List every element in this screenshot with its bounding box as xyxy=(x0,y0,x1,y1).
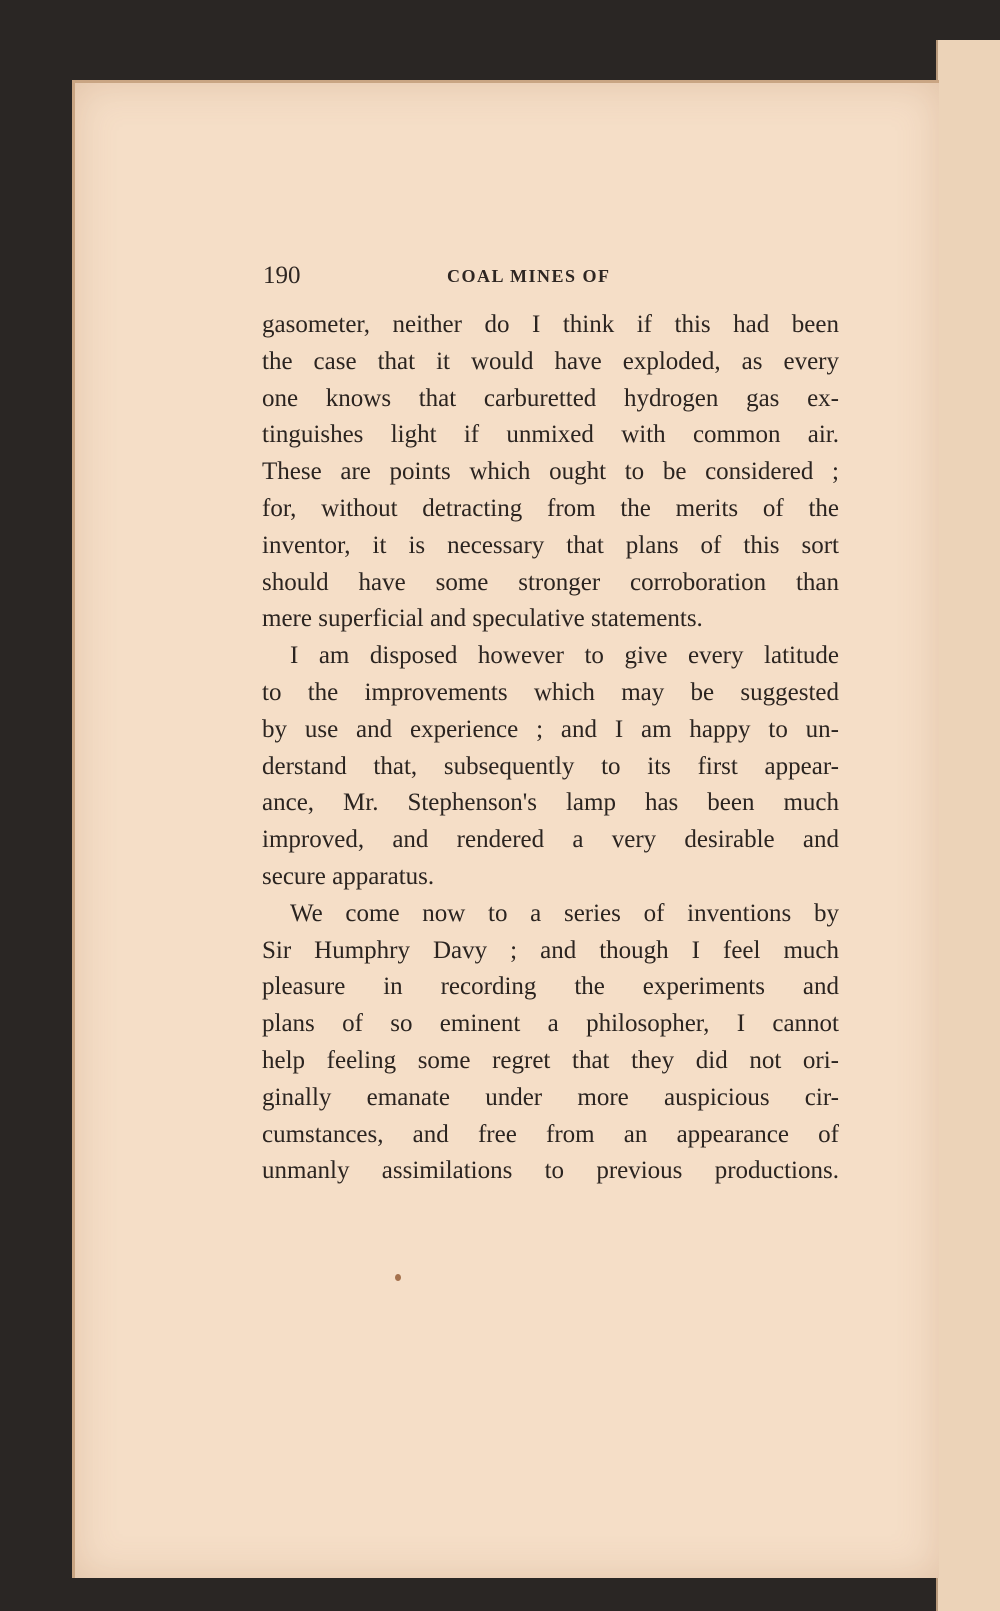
text-line: improved, and rendered a very desirable and xyxy=(262,826,839,854)
text-line: by use and experience ; and I am happy to un- xyxy=(262,715,839,743)
ink-speck xyxy=(395,1274,401,1281)
text-line: secure apparatus. xyxy=(262,862,435,890)
text-line: I am disposed however to give every latitude xyxy=(290,642,839,670)
text-line: inventor, it is necessary that plans of this sort xyxy=(262,531,839,559)
text-line: to the improvements which may be suggested xyxy=(262,678,839,706)
text-line: the case that it would have exploded, as every xyxy=(262,347,839,375)
text-line: mere superficial and speculative statements. xyxy=(262,605,703,633)
text-line: gasometer, neither do I think if this had been xyxy=(262,311,839,338)
text-line: plans of so eminent a philosopher, I cannot xyxy=(262,1010,839,1038)
page-header xyxy=(263,262,843,292)
text-line: unmanly assimilations to previous productions. xyxy=(262,1157,839,1185)
page-number: 190 xyxy=(263,262,301,289)
text-line: Sir Humphry Davy ; and though I feel much xyxy=(262,936,839,964)
text-line: tinguishes light if unmixed with common air. xyxy=(262,421,839,449)
facing-page-edge xyxy=(936,40,1000,1611)
text-line: derstand that, subsequently to its first appear- xyxy=(262,752,839,780)
text-line: pleasure in recording the experiments and xyxy=(262,973,839,1001)
text-line: ance, Mr. Stephenson's lamp has been much xyxy=(262,789,839,817)
text-line: one knows that carburetted hydrogen gas ex- xyxy=(262,384,839,412)
text-line: These are points which ought to be considered ; xyxy=(262,458,839,486)
text-line: We come now to a series of inventions by xyxy=(290,899,839,927)
text-line: should have some stronger corroboration than xyxy=(262,568,839,596)
text-line: help feeling some regret that they did not ori- xyxy=(262,1046,839,1074)
text-line: cumstances, and free from an appearance of xyxy=(262,1120,839,1148)
text-line: ginally emanate under more auspicious cir- xyxy=(262,1083,839,1111)
running-title: COAL MINES OF xyxy=(447,266,611,286)
body-text xyxy=(262,307,839,1190)
text-line: for, without detracting from the merits of the xyxy=(262,494,839,522)
